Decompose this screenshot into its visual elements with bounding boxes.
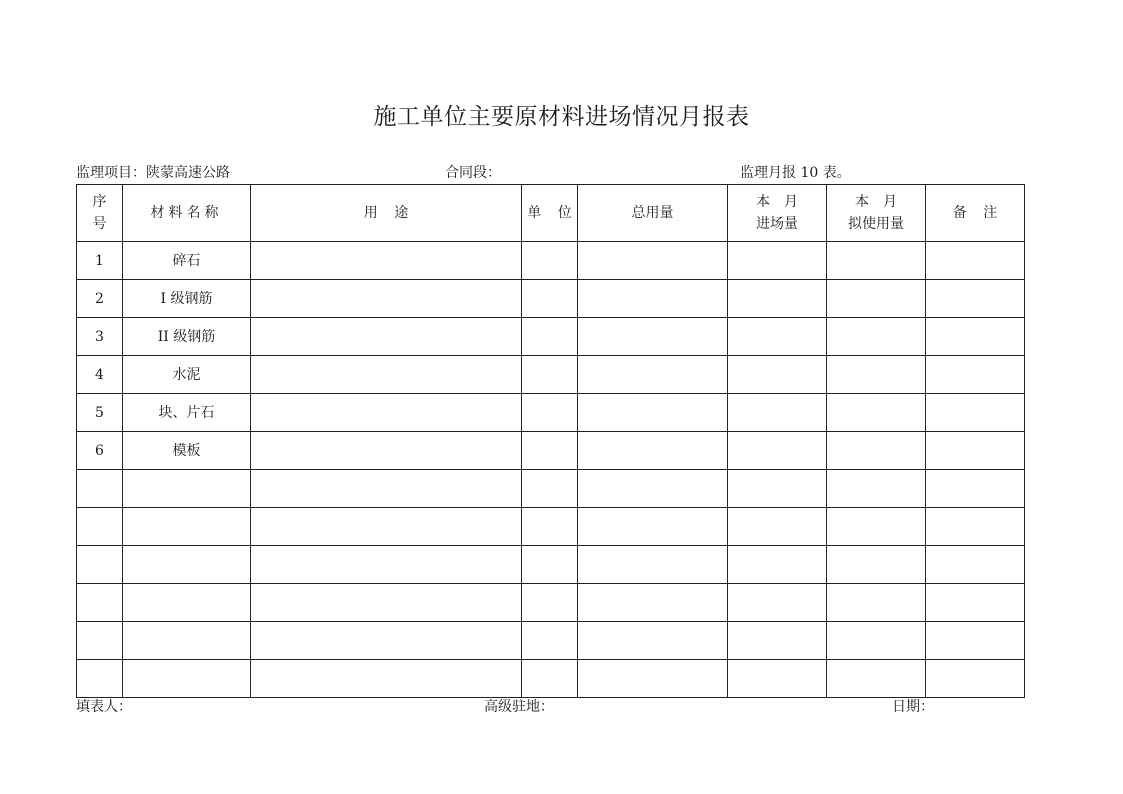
cell-unit[interactable] (522, 622, 578, 660)
cell-total[interactable] (578, 660, 728, 698)
cell-month-in[interactable] (728, 622, 827, 660)
cell-seq[interactable]: 4 (77, 356, 123, 394)
cell-material-name[interactable]: 水泥 (123, 356, 251, 394)
cell-seq[interactable]: 5 (77, 394, 123, 432)
header-month-in-line2: 进场量 (756, 216, 798, 232)
cell-unit[interactable] (522, 508, 578, 546)
cell-material-name[interactable]: 碎石 (123, 242, 251, 280)
table-row (77, 508, 1025, 546)
header-month-use-line2: 拟使用量 (848, 216, 904, 232)
cell-total[interactable] (578, 508, 728, 546)
cell-material-name[interactable]: I 级钢筋 (123, 280, 251, 318)
cell-unit[interactable] (522, 242, 578, 280)
table-row (77, 242, 1025, 280)
header-usage: 用 途 (251, 185, 522, 242)
cell-month-use[interactable] (827, 242, 926, 280)
cell-month-use[interactable] (827, 432, 926, 470)
cell-material-name[interactable] (123, 470, 251, 508)
cell-remarks[interactable] (926, 356, 1025, 394)
materials-report-table (76, 184, 1025, 698)
cell-usage[interactable] (251, 470, 522, 508)
cell-usage[interactable] (251, 394, 522, 432)
header-seq-line2: 号 (92, 216, 107, 232)
cell-remarks[interactable] (926, 318, 1025, 356)
cell-remarks[interactable] (926, 280, 1025, 318)
cell-total[interactable] (578, 546, 728, 584)
table-row (77, 622, 1025, 660)
cell-material-name[interactable] (123, 546, 251, 584)
cell-remarks[interactable] (926, 508, 1025, 546)
header-month-use (827, 185, 926, 242)
cell-month-use[interactable] (827, 280, 926, 318)
cell-seq[interactable] (77, 622, 123, 660)
cell-remarks[interactable] (926, 546, 1025, 584)
cell-material-name[interactable]: 块、片石 (123, 394, 251, 432)
header-material-name: 材料名称 (123, 185, 251, 242)
header-month-in (728, 185, 827, 242)
cell-remarks[interactable] (926, 584, 1025, 622)
cell-month-in[interactable] (728, 394, 827, 432)
project-label: 监理项目：陕蒙高速公路 (76, 165, 230, 181)
cell-usage[interactable] (251, 622, 522, 660)
cell-month-use[interactable] (827, 394, 926, 432)
cell-usage[interactable] (251, 546, 522, 584)
cell-unit[interactable] (522, 584, 578, 622)
cell-month-use[interactable] (827, 622, 926, 660)
header-remarks: 备 注 (926, 185, 1025, 242)
cell-total[interactable] (578, 280, 728, 318)
cell-month-use[interactable] (827, 508, 926, 546)
cell-remarks[interactable] (926, 622, 1025, 660)
cell-unit[interactable] (522, 660, 578, 698)
cell-unit[interactable] (522, 470, 578, 508)
header-seq-line1: 序 (92, 194, 107, 210)
cell-total[interactable] (578, 318, 728, 356)
cell-remarks[interactable] (926, 470, 1025, 508)
cell-unit[interactable] (522, 356, 578, 394)
cell-total[interactable] (578, 470, 728, 508)
cell-seq[interactable]: 6 (77, 432, 123, 470)
cell-total[interactable] (578, 584, 728, 622)
cell-usage[interactable] (251, 280, 522, 318)
header-month-use-line1: 本 月 (855, 194, 897, 210)
table-row (77, 470, 1025, 508)
table-row (77, 318, 1025, 356)
cell-month-in[interactable] (728, 242, 827, 280)
cell-material-name[interactable] (123, 660, 251, 698)
cell-unit[interactable] (522, 318, 578, 356)
header-month-in-line1: 本 月 (756, 194, 798, 210)
cell-usage[interactable] (251, 242, 522, 280)
cell-total[interactable] (578, 622, 728, 660)
table-row (77, 356, 1025, 394)
cell-usage[interactable] (251, 318, 522, 356)
cell-seq[interactable] (77, 584, 123, 622)
filled-by-label: 填表人： (76, 699, 132, 715)
cell-month-use[interactable] (827, 318, 926, 356)
table-row (77, 432, 1025, 470)
cell-month-in[interactable] (728, 356, 827, 394)
table-row (77, 546, 1025, 584)
cell-material-name[interactable] (123, 508, 251, 546)
cell-total[interactable] (578, 432, 728, 470)
cell-total[interactable] (578, 394, 728, 432)
table-row (77, 394, 1025, 432)
cell-month-in[interactable] (728, 584, 827, 622)
cell-unit[interactable] (522, 546, 578, 584)
cell-usage[interactable] (251, 508, 522, 546)
cell-month-in[interactable] (728, 660, 827, 698)
header-total: 总用量 (578, 185, 728, 242)
cell-month-use[interactable] (827, 660, 926, 698)
cell-material-name[interactable] (123, 584, 251, 622)
page-title: 施工单位主要原材料进场情况月报表 (373, 104, 750, 130)
cell-month-in[interactable] (728, 318, 827, 356)
table-row (77, 280, 1025, 318)
header-seq (77, 185, 123, 242)
cell-remarks[interactable] (926, 242, 1025, 280)
cell-total[interactable] (578, 242, 728, 280)
table-body (77, 242, 1025, 698)
header-unit: 单 位 (522, 185, 578, 242)
cell-unit[interactable] (522, 394, 578, 432)
table-row (77, 660, 1025, 698)
cell-unit[interactable] (522, 280, 578, 318)
cell-usage[interactable] (251, 584, 522, 622)
cell-remarks[interactable] (926, 432, 1025, 470)
cell-material-name[interactable]: 模板 (123, 432, 251, 470)
cell-remarks[interactable] (926, 660, 1025, 698)
cell-material-name[interactable]: II 级钢筋 (123, 318, 251, 356)
cell-material-name[interactable] (123, 622, 251, 660)
cell-remarks[interactable] (926, 394, 1025, 432)
table-row (77, 584, 1025, 622)
cell-month-in[interactable] (728, 508, 827, 546)
cell-total[interactable] (578, 356, 728, 394)
cell-month-use[interactable] (827, 470, 926, 508)
cell-month-in[interactable] (728, 280, 827, 318)
cell-usage[interactable] (251, 356, 522, 394)
cell-month-in[interactable] (728, 470, 827, 508)
cell-seq[interactable] (77, 470, 123, 508)
cell-month-in[interactable] (728, 546, 827, 584)
cell-seq[interactable]: 3 (77, 318, 123, 356)
resident-engineer-label: 高级驻地： (484, 699, 554, 715)
table-header (77, 185, 1025, 242)
contract-section-label: 合同段： (445, 165, 501, 181)
form-id-label: 监理月报 10 表。 (740, 165, 851, 181)
cell-month-use[interactable] (827, 546, 926, 584)
cell-seq[interactable] (77, 546, 123, 584)
cell-seq[interactable] (77, 508, 123, 546)
date-label: 日期： (892, 699, 934, 715)
cell-usage[interactable] (251, 432, 522, 470)
cell-month-use[interactable] (827, 356, 926, 394)
cell-usage[interactable] (251, 660, 522, 698)
cell-seq[interactable]: 2 (77, 280, 123, 318)
cell-month-in[interactable] (728, 432, 827, 470)
cell-seq[interactable] (77, 660, 123, 698)
cell-month-use[interactable] (827, 584, 926, 622)
cell-seq[interactable]: 1 (77, 242, 123, 280)
cell-unit[interactable] (522, 432, 578, 470)
